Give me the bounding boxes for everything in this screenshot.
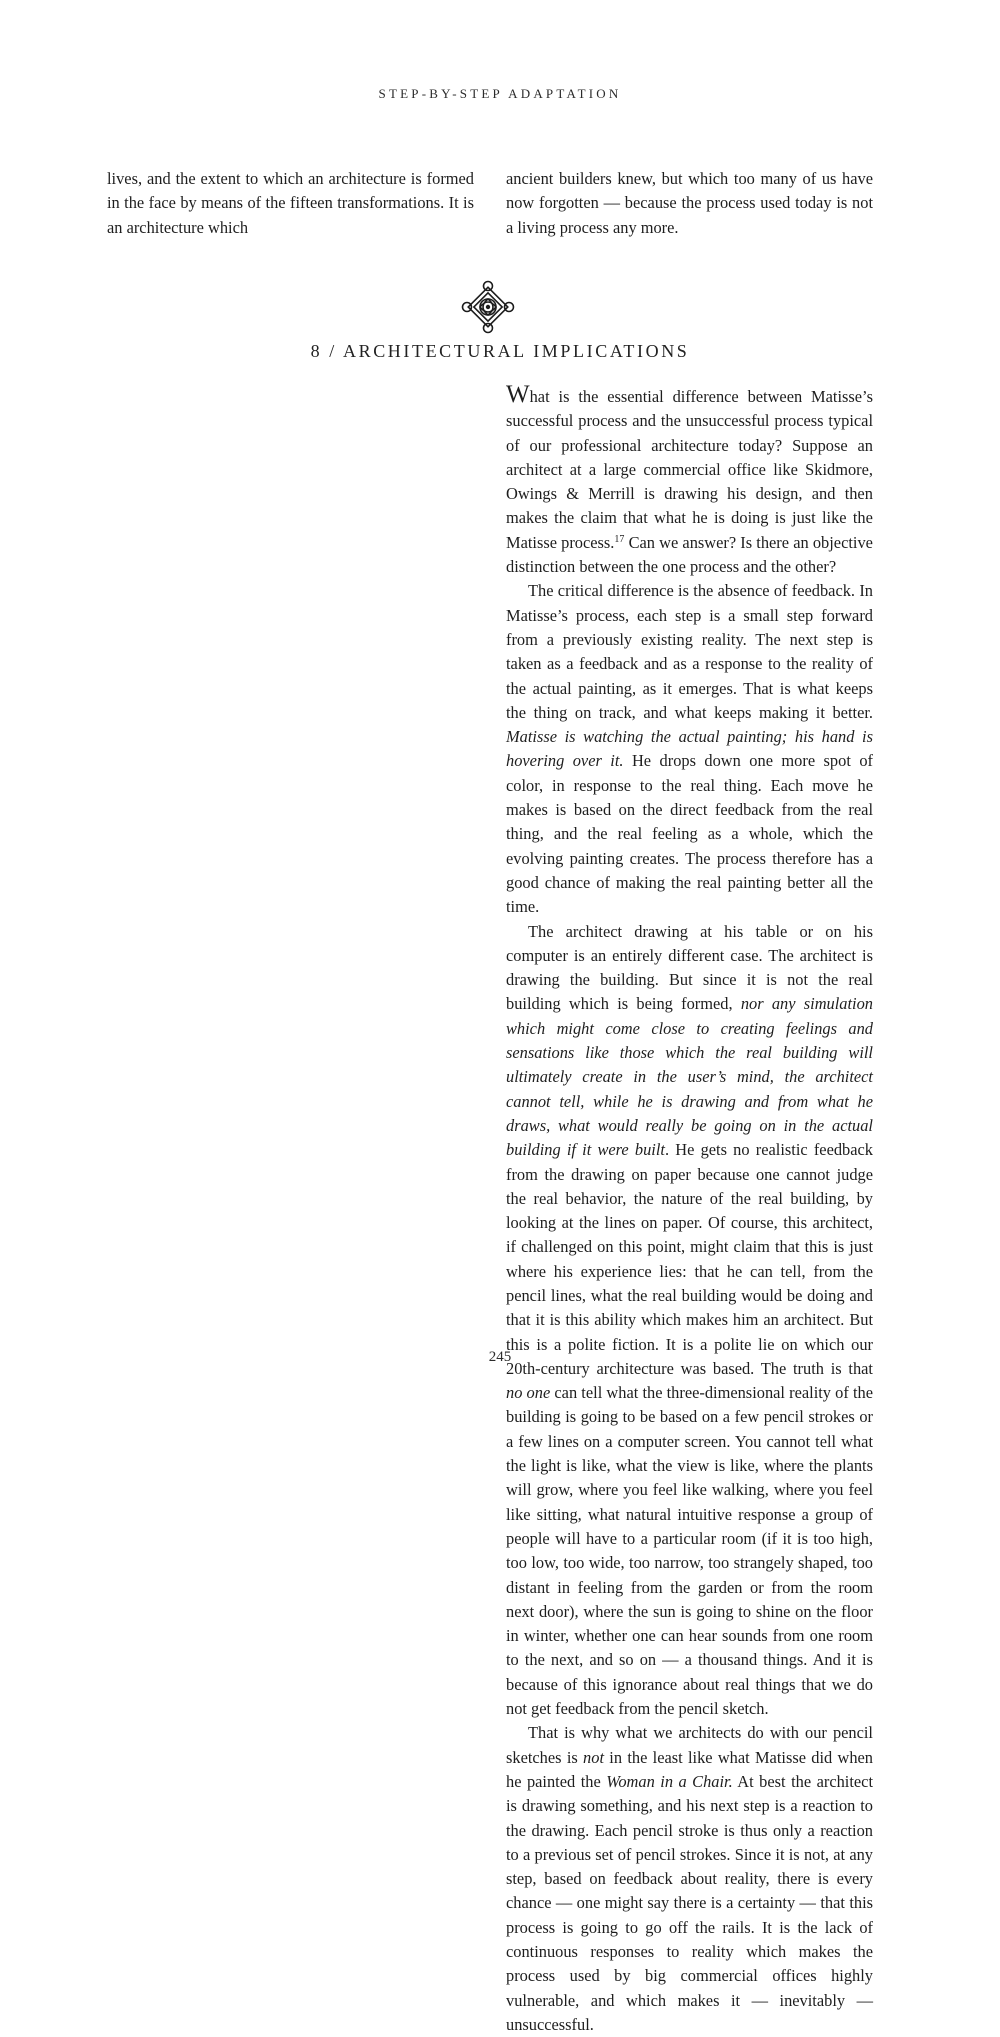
continued-paragraph-start: lives, and the extent to which an architecture is formed in the face by means of the fifteen transformations. It is an architecture which <box>107 169 474 237</box>
paragraph-1-text: and <box>811 484 836 504</box>
paragraph-1-text <box>562 460 569 479</box>
paragraph-1-text: professional <box>561 435 642 455</box>
paragraph-1-text <box>835 484 844 503</box>
paragraph-1-text-cont: distinction <box>506 557 576 577</box>
paragraph-1-text: the <box>852 508 873 528</box>
paragraph-1-text: essential <box>607 387 664 406</box>
top-right-column <box>506 167 873 240</box>
paragraph-1-text-cont: the <box>771 557 792 577</box>
paragraph-1-text: Matisse <box>506 532 557 552</box>
paragraph-1-text: Suppose <box>792 435 848 455</box>
paragraph-1-text <box>782 436 792 455</box>
paragraph-1-text: difference <box>672 387 739 406</box>
paragraph-1-text: claim <box>580 508 617 528</box>
page-number: 245 <box>488 1349 512 1365</box>
paragraph-1-text: is <box>643 484 655 504</box>
paragraph-1-text <box>729 436 739 455</box>
painting-title: Woman in a Chair. <box>606 1771 733 1791</box>
paragraph-1-text: office <box>728 459 766 479</box>
paragraph-1-text: process. <box>561 532 615 552</box>
paragraph-1-text-cont: objective <box>812 532 873 552</box>
paragraph-1-text <box>635 484 644 503</box>
paragraph-1-text: is <box>774 508 786 528</box>
paragraph-1-text-cont: between <box>579 557 634 577</box>
paragraph-1-text: then <box>844 484 873 504</box>
paragraph-1-text: process <box>774 411 824 431</box>
paragraph-1-text: successful <box>506 411 574 431</box>
paragraph-3-text-end: can tell what the three-dimensional reality of the building is going to be based on a few pencil strokes or a few lines on a computer screen. You cannot tell what the light is like, what the view is like, where the plants will grow, where you feel like walking, where you feel like sitting, what natural intuitive response a group of people will have to a particular room (if it is too high, too low, too wide, too narrow, too strangely shaped, too distant in feeling from the garden or from the room next door), where the sun is going to shine on the floor in winter, whether one can hear sounds from one room to the next, and so on — a thousand things. And it is because of this ignorance about real things that we do not get feedback from the pencil sketch. <box>506 1383 874 1719</box>
paragraph-1-text-cont: and <box>743 557 767 577</box>
paragraph-1-continued <box>506 381 874 579</box>
paragraph-1-text: a <box>588 459 597 479</box>
paragraph-1-text <box>718 484 727 503</box>
paragraph-1-text: an <box>857 435 873 455</box>
main-right-column <box>506 381 874 2037</box>
paragraph-3-text: The architect drawing at his table or on his computer is an entirely different case. The architect is drawing the building. But since it is not the real building which is being formed, <box>506 921 873 1014</box>
paragraph-1-text: doing <box>731 508 769 528</box>
paragraph-1-text <box>655 484 664 503</box>
paragraph-1-text: the <box>554 508 575 528</box>
paragraph-2-emphasis: Matisse is watching the actual painting; his hand is hovering over it. <box>506 727 873 771</box>
paragraph-1-text: at <box>569 459 582 479</box>
paragraph-1-text: architecture <box>651 435 729 455</box>
paragraph-1-text: is <box>713 508 725 528</box>
paragraph-1-text: is <box>558 387 570 406</box>
paragraph-1-text-cont: process <box>689 557 740 577</box>
paragraph-3-emphasis: nor any simulation which might come close to creating feelings and sensations like those which the real building will ultimately create in the user’s mind, the architect cannot tell, while he is drawing and from what he draws, what would really be going on in the actual building if it were built <box>506 994 873 1160</box>
paragraph-1-text: of <box>506 435 520 455</box>
paragraph-1-text <box>569 387 578 406</box>
paragraph-1-text: his <box>727 484 747 504</box>
paragraph-1-text: just <box>792 508 816 528</box>
paragraph-1-text <box>848 436 858 455</box>
paragraph-1-text-cont: Is <box>740 532 753 552</box>
paragraph-1-text <box>520 436 530 455</box>
paragraph-1-text: makes <box>506 508 548 528</box>
paragraph-1-text: & <box>566 484 580 504</box>
paragraph-1-text: unsuccessful <box>685 411 770 431</box>
paragraph-1-text: the <box>578 387 599 406</box>
paragraph-3-text-cont: . He gets no realistic feedback from the drawing on paper because one cannot judge the real behavior, the nature of the real building, by looking at the lines on paper. Of course, this architect, if challenged on this point, might claim that this is just where his experience lies: that he can tell, from the pencil lines, what the real building would be doing and that it is this ability which makes him an architect. But this is a polite fiction. It is a polite lie on which our 20th-century architecture was based. The truth is that <box>506 1140 873 1378</box>
paragraph-1-text: like <box>821 508 847 528</box>
paragraph-1-text: he <box>692 508 708 528</box>
top-left-column <box>107 167 474 240</box>
paragraph-1-text <box>802 387 811 406</box>
paragraph-1-text <box>550 387 559 406</box>
paragraph-1-text-cont: Can <box>628 532 655 552</box>
paragraph-1-text: and <box>632 411 656 431</box>
paragraph-1-text <box>596 460 603 479</box>
paragraph-1-text-cont: there <box>756 532 790 552</box>
paragraph-1-text <box>582 460 589 479</box>
section-heading: 8 / ARCHITECTURAL IMPLICATIONS <box>310 341 690 361</box>
paragraph-3-emphasis-2: no one <box>506 1383 551 1403</box>
paragraph-1-text <box>641 436 651 455</box>
paragraph-1-text <box>557 484 566 503</box>
paragraph-1-text: large <box>603 459 636 479</box>
paragraph-1-text: Skidmore, <box>805 459 874 479</box>
celtic-knot-ornament-icon <box>460 279 516 335</box>
paragraph-1-text: what <box>654 508 686 528</box>
paragraph-4-text-end: At best the architect is drawing something, and his next step is a reaction to the drawing. Each pencil stroke is thus only a reaction to a previous set of pencil strokes. Since it is not, at any step, based on feedback about reality, there is every chance — one might say there is a certainty — that this process is going to go off the rails. It is the lack of continuous responses to reality which makes the process used by big commercial offices highly vulnerable, and which makes it — inevitably — unsuccessful. <box>506 1771 873 2034</box>
paragraph-3 <box>506 920 873 1722</box>
paragraph-1-text: process <box>578 411 628 431</box>
paragraph-1-text <box>721 460 728 479</box>
paragraph-2 <box>506 579 873 919</box>
paragraph-1-text-cont: answer? <box>682 532 737 552</box>
paragraph-1-text-cont: other? <box>795 557 837 577</box>
paragraph-1-text <box>802 484 811 503</box>
paragraph-1-text: hat <box>529 387 550 406</box>
paragraph-2-text-cont: He drops down one more spot of color, in response to the real thing. Each move he makes is based on the direct feedback from the real thing, and the real feeling as a whole, which the evolving painting creates. The process therefore has a good chance of making the real painting better all the time. <box>506 751 873 917</box>
paragraph-1-text <box>664 387 673 406</box>
paragraph-1-text-cont: we <box>659 532 679 552</box>
paragraph-1-text: design, <box>755 484 803 504</box>
paragraph-1-text: commercial <box>643 459 721 479</box>
paragraph-1-text: that <box>623 508 648 528</box>
paragraph-1-text-cont: one <box>662 557 686 577</box>
paragraph-4-emphasis: not <box>583 1747 604 1767</box>
paragraph-4-text-cont: in the least like what Matisse did when he painted the <box>506 1747 874 1791</box>
drop-cap: W <box>506 381 530 408</box>
running-head: STEP-BY-STEP ADAPTATION <box>378 86 622 101</box>
paragraph-1-text: Matisse’s <box>811 387 873 406</box>
paragraph-1-text: Merrill <box>588 484 635 504</box>
footnote-marker: 17 <box>614 533 625 545</box>
paragraph-1-text <box>746 484 755 503</box>
paragraph-1-text-cont: an <box>793 532 809 552</box>
paragraph-1-text: architect <box>506 459 563 479</box>
paragraph-1-text: typical <box>828 411 874 431</box>
paragraph-1-text: between <box>747 387 803 406</box>
continued-paragraph-end: ancient builders knew, but which too many of us have now forgotten — because the process used today is not a living process any more. <box>506 169 873 237</box>
paragraph-1-text: like <box>773 459 798 479</box>
paragraph-1-text: our <box>529 435 552 455</box>
paragraph-2-text: The critical difference is the absence of feedback. In Matisse’s process, each step is a small step forward from a previously existing reality. The next step is taken as a feedback and as a response to the reality of the actual painting, as it emerges. That is what keeps the thing on track, and what keeps making it better. <box>506 581 873 722</box>
paragraph-4-text: That is why what we architects do with our pencil sketches is <box>506 1723 873 1767</box>
paragraph-1-text: the <box>660 411 681 431</box>
paragraph-1-text <box>598 387 607 406</box>
paragraph-1-text <box>579 484 588 503</box>
paragraph-1-text: today? <box>738 435 783 455</box>
paragraph-1-text: drawing <box>664 484 718 504</box>
paragraph-1-text: Owings <box>506 484 557 504</box>
paragraph-1-text-cont: the <box>638 557 659 577</box>
paragraph-1-text <box>739 387 748 406</box>
paragraph-1-text <box>551 436 561 455</box>
paragraph-4 <box>506 1721 873 2037</box>
